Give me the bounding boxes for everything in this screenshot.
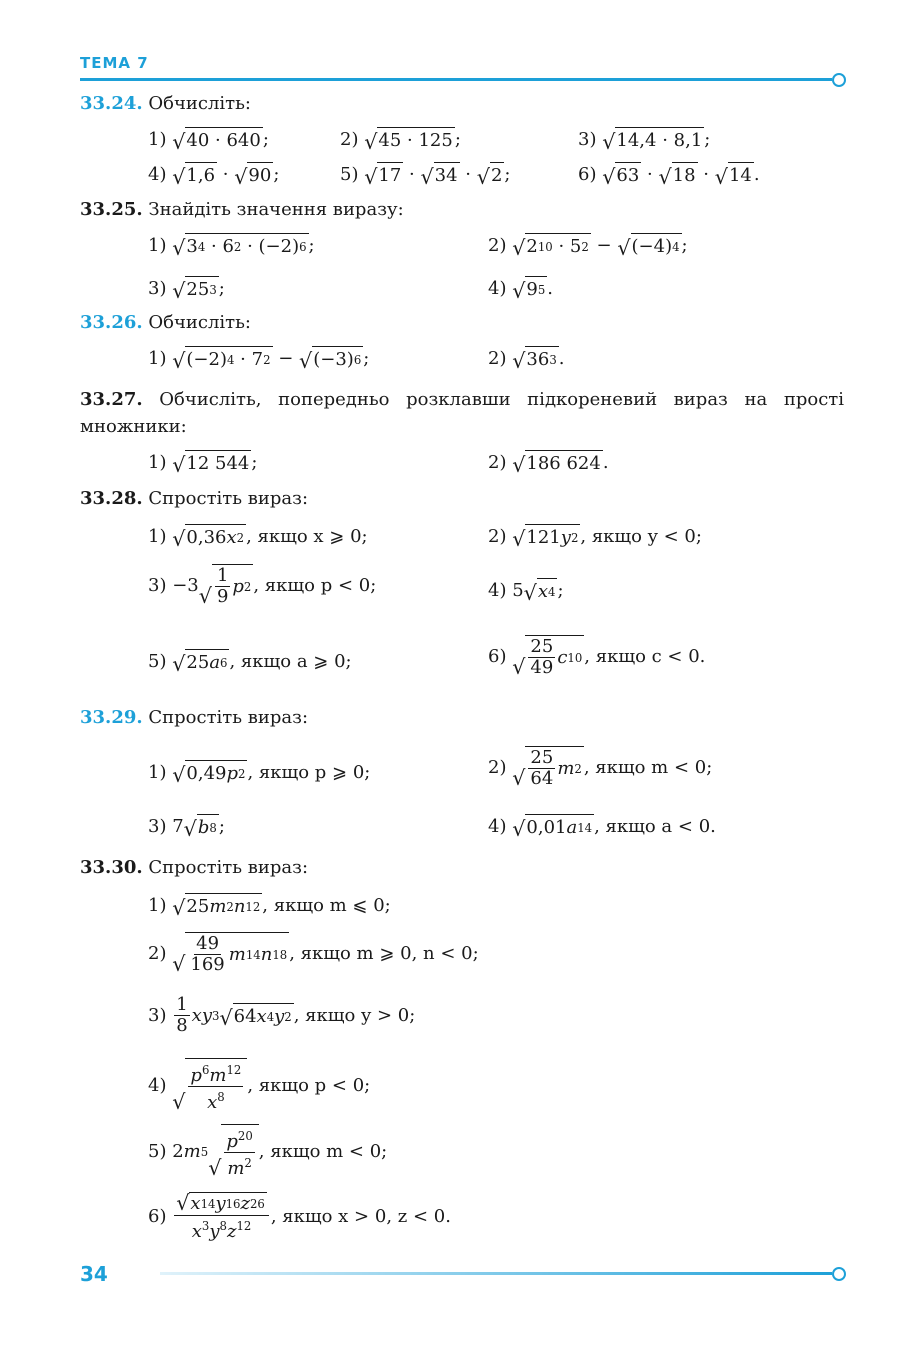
p29-item-4: 4) √ 0,01 a 14 , якщо a < 0. — [488, 816, 716, 842]
p26-item-1: 1) √ (−2) 4 · 7 2 − √ (−3) 6 ; — [148, 348, 370, 374]
p25-item-4: 4) √ 9 5 . — [488, 278, 554, 304]
p27-item-1: 1) √ 12 544 ; — [148, 452, 258, 478]
page-number: 34 — [80, 1262, 108, 1286]
p25-item-2: 2) √ 2 10 · 5 2 − √ (−4) 4 ; — [488, 235, 688, 261]
p24-item-2: 2) √ 45 · 125 ; — [340, 129, 461, 155]
p25-item-1: 1) √ 3 4 · 6 2 · (−2) 6 ; — [148, 235, 315, 261]
topic-header: ТЕМА 7 — [80, 54, 149, 72]
p24-item-6: 6) √ 63 · √ 18 · √ 14 . — [578, 164, 760, 190]
p29-item-3: 3) 7 √ b 8 ; — [148, 816, 225, 842]
p29-item-2: 2) √ $\frac{25}{64}$ m 2 , якщо m < 0; — [488, 747, 713, 791]
problem-33-25: 33.25. Знайдіть значення виразу: — [80, 199, 404, 220]
problem-33-26: 33.26. Обчисліть: — [80, 312, 251, 333]
p24-item-4: 4) √ 1,6 · √ 90 ; — [148, 164, 280, 190]
p29-item-1: 1) √ 0,49 p 2 , якщо p ⩾ 0; — [148, 762, 371, 788]
p28-item-4: 4) 5 √ x 4 ; — [488, 580, 564, 606]
p30-item-5: 5) 2 m 5 √ $\frac{p^{20}}{m^2}$ , якщо m < 0; — [148, 1124, 387, 1179]
p24-item-3: 3) √ 14,4 · 8,1 ; — [578, 129, 711, 155]
p28-item-3: 3) −3 √ $\frac{1}{9}$ p 2 , якщо p < 0; — [148, 565, 377, 609]
problem-33-29: 33.29. Спростіть вираз: — [80, 707, 309, 728]
top-rule — [80, 78, 832, 81]
p30-item-3: 3) $\frac{1}{8}$ xy 3 √ 64 x 4 y 2 , якщо y > 0; — [148, 994, 416, 1036]
p28-item-2: 2) √ 121 y 2 , якщо y < 0; — [488, 526, 702, 552]
bottom-rule-end-circle — [832, 1267, 846, 1281]
p24-item-5: 5) √ 17 · √ 34 · √ 2 ; — [340, 164, 511, 190]
p30-item-2: 2) √ $\frac{49}{169}$ m 14 n 18 , якщо m ⩾ 0, n < 0; — [148, 933, 479, 977]
p25-item-3: 3) √ 25 3 ; — [148, 278, 225, 304]
p24-item-1: 1) √ 40 · 640 ; — [148, 129, 269, 155]
problem-33-27: 33.27. Обчисліть, попередньо розклавши підкореневий вираз на прості множники: — [80, 389, 844, 437]
p28-item-5: 5) √ 25 a 6 , якщо a ⩾ 0; — [148, 651, 352, 677]
p27-item-2: 2) √ 186 624 . — [488, 452, 609, 478]
p26-item-2: 2) √ 36 3 . — [488, 348, 565, 374]
problem-33-28: 33.28. Спростіть вираз: — [80, 488, 309, 509]
p28-item-1: 1) √ 0,36 x 2 , якщо x ⩾ 0; — [148, 526, 368, 552]
problem-33-30: 33.30. Спростіть вираз: — [80, 857, 309, 878]
p30-item-4: 4) √ $\frac{p^6m^{12}}{x^8}$ , якщо p < 0; — [148, 1058, 370, 1113]
p30-item-1: 1) √ 25 m 2 n 12 , якщо m ⩽ 0; — [148, 895, 391, 921]
p30-item-6: 6) √ x 14 y 16 z 26 $x^3y^8z^{12}$ , якщо x > 0, z < 0. — [148, 1191, 451, 1243]
p28-item-6: 6) √ $\frac{25}{49}$ c 10 , якщо c < 0. — [488, 636, 706, 680]
bottom-rule — [160, 1272, 832, 1275]
top-rule-end-circle — [832, 73, 846, 87]
problem-33-24: 33.24. Обчисліть: — [80, 93, 251, 114]
